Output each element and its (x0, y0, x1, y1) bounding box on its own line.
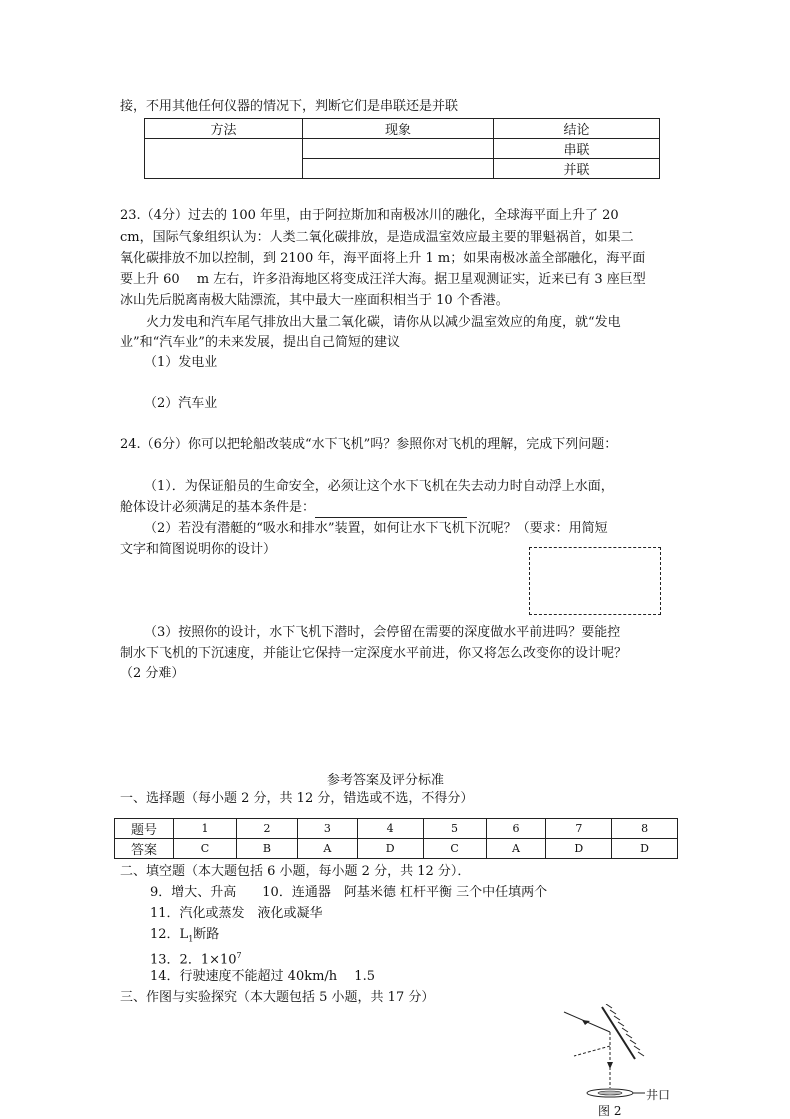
answer-choice: D (357, 839, 423, 859)
answer-9-10: 9．增大、升高 10．连通器 阿基米德 杠杆平衡 三个中任填两个 (150, 885, 548, 900)
q23-line: 业”和“汽车业”的未来发展，提出自己简短的建议 (120, 335, 400, 350)
q23-item-power: （1）发电业 (144, 355, 218, 370)
figure-caption: 图 2 (598, 1104, 622, 1118)
q23-item-auto: （2）汽车业 (144, 396, 218, 411)
table-cell-parallel: 并联 (494, 159, 660, 179)
answer-number: 1 (174, 819, 237, 839)
q24-p3: （3）按照你的设计，水下飞机下潜时，会停留在需要的深度做水平前进吗？要能控 (144, 625, 621, 640)
answer-number: 6 (486, 819, 546, 839)
figure-label-well: 井口 (646, 1088, 671, 1102)
well-mouth-icon (587, 1089, 645, 1097)
answer-number: 3 (297, 819, 357, 839)
answer-number: 5 (423, 819, 486, 839)
answers-section3: 三、作图与实验探究（本大题包括 5 小题，共 17 分） (120, 990, 435, 1005)
answers-section2: 二、填空题（本大题包括 6 小题，每小题 2 分，共 12 分）． (120, 864, 471, 879)
table-header-conclusion: 结论 (494, 119, 660, 139)
q24-p2: （2）若没有潜艇的“吸水和排水”装置，如何让水下飞机下沉呢？（要求：用简短 (144, 521, 608, 536)
answer-choice: C (423, 839, 486, 859)
answer-number: 2 (237, 819, 298, 839)
answer-choice: D (612, 839, 678, 859)
q24-title: 24.（6分）你可以把轮船改装成“水下飞机”吗？参照你对飞机的理解，完成下列问题： (120, 437, 618, 452)
q24-p2-cont: 文字和简图说明你的设计） (120, 542, 277, 557)
circuit-method-table (144, 118, 660, 179)
q23-line: cm，国际气象组织认为：人类二氧化碳排放，是造成温室效应最主要的罪魁祸首，如果二 (120, 230, 634, 245)
q24-p1-label: 舱体设计必须满足的基本条件是： (120, 500, 316, 515)
answer-choice: D (546, 839, 612, 859)
intro-text: 接，不用其他任何仪器的情况下，判断它们是串联还是并联 (120, 99, 459, 114)
answers-section1: 一、选择题（每小题 2 分，共 12 分，错选或不选，不得分） (120, 791, 474, 806)
table-header-method: 方法 (145, 119, 303, 139)
q23-line: 23.（4分）过去的 100 年里，由于阿拉斯加和南极冰川的融化，全球海平面上升了 20 (120, 208, 619, 223)
q24-p1: （1）．为保证船员的生命安全，必须让这个水下飞机在失去动力时自动浮上水面， (144, 479, 614, 494)
table-cell-phenomenon (303, 159, 494, 179)
answer-13: 13．2．$1\times 10^7$ (150, 951, 242, 968)
q23-line: 冰山先后脱离南极大陆漂流，其中最大一座面积相当于 10 个香港。 (120, 293, 509, 308)
q24-p3-note: （2 分难） (120, 666, 185, 681)
mirror-well-figure (560, 1004, 690, 1116)
answer-key-table (114, 818, 678, 859)
drawing-box (529, 547, 661, 615)
answer-11: 11．汽化或蒸发 液化或凝华 (150, 906, 323, 921)
answer-choice: B (237, 839, 298, 859)
table-header-phenomenon: 现象 (303, 119, 494, 139)
table-cell-series: 串联 (494, 139, 660, 159)
row-label-answer: 答案 (115, 839, 174, 859)
table-cell-phenomenon (303, 139, 494, 159)
answer-number: 7 (546, 819, 612, 839)
row-label-number: 题号 (115, 819, 174, 839)
answer-12: 12．$L_1$断路 (150, 927, 220, 944)
q23-line: 火力发电和汽车尾气排放出大量二氧化碳，请你从以减少温室效应的角度，就“发电 (120, 315, 621, 330)
answers-title: 参考答案及评分标准 (327, 773, 445, 788)
answer-choice: A (486, 839, 546, 859)
answer-number: 8 (612, 819, 678, 839)
q23-line: 氧化碳排放不加以控制，到 2100 年，海平面将上升 1 m；如果南极冰盖全部融化，海平面 (120, 251, 646, 266)
answer-blank (315, 503, 467, 518)
answer-14: 14．行驶速度不能超过 40km/h 1.5 (150, 969, 375, 984)
q24-p3-cont: 制水下飞机的下沉速度，并能让它保持一定深度水平前进，你又将怎么改变你的设计呢？ (120, 646, 628, 661)
answer-choice: C (174, 839, 237, 859)
light-ray-icon (564, 1012, 613, 1088)
table-cell-method (145, 139, 303, 179)
q23-line: 要上升 60 m 左右，许多沿海地区将变成汪洋大海。据卫星观测证实，近来已有 3 座巨型 (120, 272, 646, 287)
q24-p1-cont (120, 497, 680, 518)
answer-number: 4 (357, 819, 423, 839)
answer-choice: A (297, 839, 357, 859)
